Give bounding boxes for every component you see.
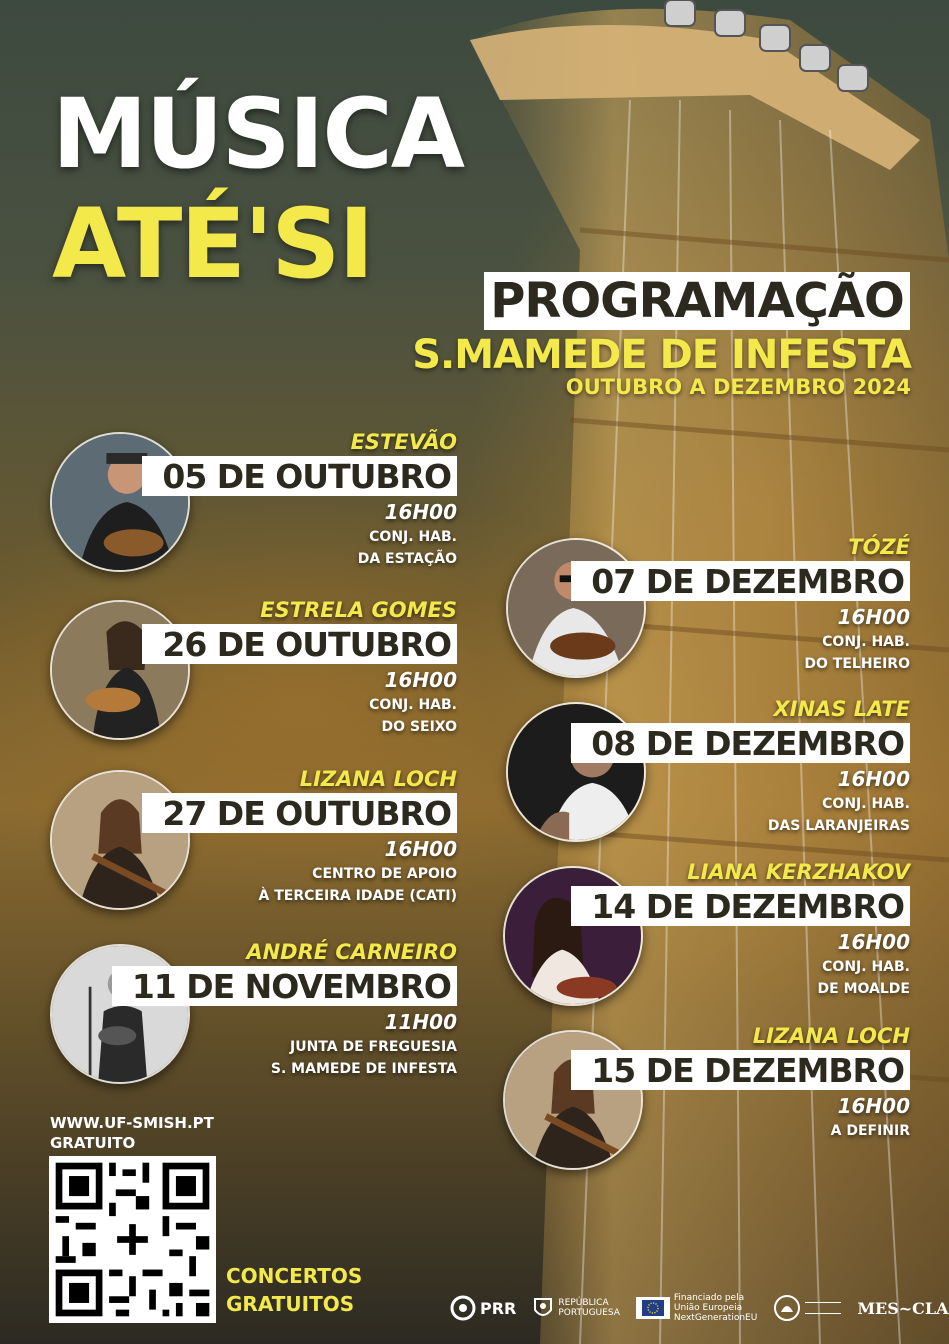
event-artist: ESTEVÃO — [350, 430, 457, 454]
event-date: 11 DE NOVEMBRO — [131, 966, 451, 1006]
event-venue-line1: CENTRO DE APOIO — [312, 866, 457, 882]
poster-title-line2: ATÉ'SI — [52, 188, 373, 300]
event-venue — [818, 956, 910, 1000]
event-time: 16H00 — [837, 1094, 910, 1118]
event-venue-line2: DA ESTAÇÃO — [357, 551, 457, 567]
event-venue-line1: CONJ. HAB. — [822, 796, 910, 812]
eu-line1: Financiado pela — [673, 1293, 745, 1303]
event-time: 16H00 — [837, 930, 910, 954]
event-date-bar — [571, 723, 910, 763]
event-artist: TÓZÉ — [848, 535, 910, 559]
event-date: 15 DE DEZEMBRO — [591, 1050, 904, 1090]
event-venue — [271, 1036, 457, 1080]
event-venue-line1: CONJ. HAB. — [369, 697, 457, 713]
free-line1: CONCERTOS — [226, 1264, 363, 1288]
event-date-bar — [571, 1050, 910, 1090]
sponsor-logos — [450, 1288, 949, 1328]
event-venue-line1: CONJ. HAB. — [822, 959, 910, 975]
event-artist: LIZANA LOCH — [752, 1024, 910, 1048]
program-label-box — [484, 272, 910, 330]
event-date: 27 DE OUTUBRO — [162, 793, 451, 833]
mescla-logo — [857, 1299, 948, 1318]
artist-photo-lizana-loch — [50, 770, 190, 910]
artist-photo-andre-carneiro — [50, 944, 190, 1084]
event-artist: ESTRELA GOMES — [260, 598, 457, 622]
artist-photo-estevao — [50, 432, 190, 572]
event-venue — [259, 863, 457, 907]
event-artist: ANDRÉ CARNEIRO — [246, 940, 457, 964]
program-label: PROGRAMAÇÃO — [490, 273, 904, 329]
program-place: S.MAMEDE DE INFESTA — [412, 332, 911, 378]
event-time: 16H00 — [384, 668, 457, 692]
event-date-bar — [571, 886, 910, 926]
event-venue-line1: CONJ. HAB. — [369, 529, 457, 545]
eu-flag-icon — [636, 1297, 670, 1319]
eu-line3: NextGenerationEU — [673, 1313, 758, 1323]
event-venue-line2: DE MOALDE — [817, 981, 910, 997]
event-time: 11H00 — [384, 1010, 457, 1034]
republica-line2: PORTUGUESA — [558, 1308, 620, 1318]
prr-label: PRR — [480, 1298, 517, 1318]
event-venue-line2: DO TELHEIRO — [804, 656, 910, 672]
event-venue-line2: À TERCEIRA IDADE (CATI) — [258, 888, 457, 904]
parish-union-emblem-icon — [773, 1294, 801, 1322]
event-artist: LIZANA LOCH — [299, 767, 457, 791]
artist-photo-estrela-gomes — [50, 600, 190, 740]
republica-line1: REPÚBLICA — [558, 1298, 609, 1308]
event-date: 26 DE OUTUBRO — [162, 624, 451, 664]
event-venue — [768, 793, 910, 837]
event-date: 07 DE DEZEMBRO — [591, 561, 904, 601]
price-label: GRATUITO — [50, 1134, 136, 1152]
eu-logo — [636, 1293, 757, 1323]
qr-code[interactable] — [49, 1156, 216, 1323]
event-venue-line2: DAS LARANJEIRAS — [767, 818, 910, 834]
artist-photo-toze — [506, 538, 646, 678]
event-time: 16H00 — [837, 605, 910, 629]
event-date: 05 DE OUTUBRO — [162, 456, 451, 496]
event-venue-line1: A DEFINIR — [830, 1123, 910, 1139]
event-venue — [358, 526, 457, 570]
event-time: 16H00 — [384, 837, 457, 861]
event-time: 16H00 — [384, 500, 457, 524]
mescla-label: MES~CLA — [857, 1298, 949, 1318]
website-link[interactable]: WWW.UF-SMISH.PT — [50, 1114, 214, 1132]
event-venue-line1: JUNTA DE FREGUESIA — [290, 1039, 457, 1055]
poster-title-line1: MÚSICA — [52, 78, 464, 190]
event-time: 16H00 — [837, 767, 910, 791]
event-date: 08 DE DEZEMBRO — [591, 723, 904, 763]
event-date-bar — [571, 561, 910, 601]
republica-logo — [532, 1296, 619, 1320]
event-date: 14 DE DEZEMBRO — [591, 886, 904, 926]
prr-icon — [450, 1295, 476, 1321]
event-venue-line2: S. MAMEDE DE INFESTA — [270, 1061, 457, 1077]
footer-info — [50, 1113, 214, 1153]
free-concerts-label — [226, 1262, 362, 1318]
free-line2: GRATUITOS — [226, 1292, 355, 1316]
eu-line2: União Europeia — [673, 1303, 743, 1313]
event-date-bar — [142, 624, 457, 664]
prr-logo — [450, 1295, 516, 1321]
parish-union-logo — [773, 1294, 841, 1322]
event-date-bar — [112, 966, 457, 1006]
event-venue — [831, 1120, 910, 1142]
event-date-bar — [142, 456, 457, 496]
event-date-bar — [142, 793, 457, 833]
event-artist: XINAS LATE — [773, 697, 910, 721]
event-venue — [804, 631, 910, 675]
parish-union-text-lines — [805, 1302, 841, 1314]
qr-code-image — [49, 1156, 216, 1323]
program-period: OUTUBRO A DEZEMBRO 2024 — [565, 375, 911, 399]
event-artist: LIANA KERZHAKOV — [687, 860, 910, 884]
event-venue — [369, 694, 457, 738]
republica-emblem-icon — [532, 1296, 554, 1320]
event-venue-line2: DO SEIXO — [381, 719, 457, 735]
event-venue-line1: CONJ. HAB. — [822, 634, 910, 650]
